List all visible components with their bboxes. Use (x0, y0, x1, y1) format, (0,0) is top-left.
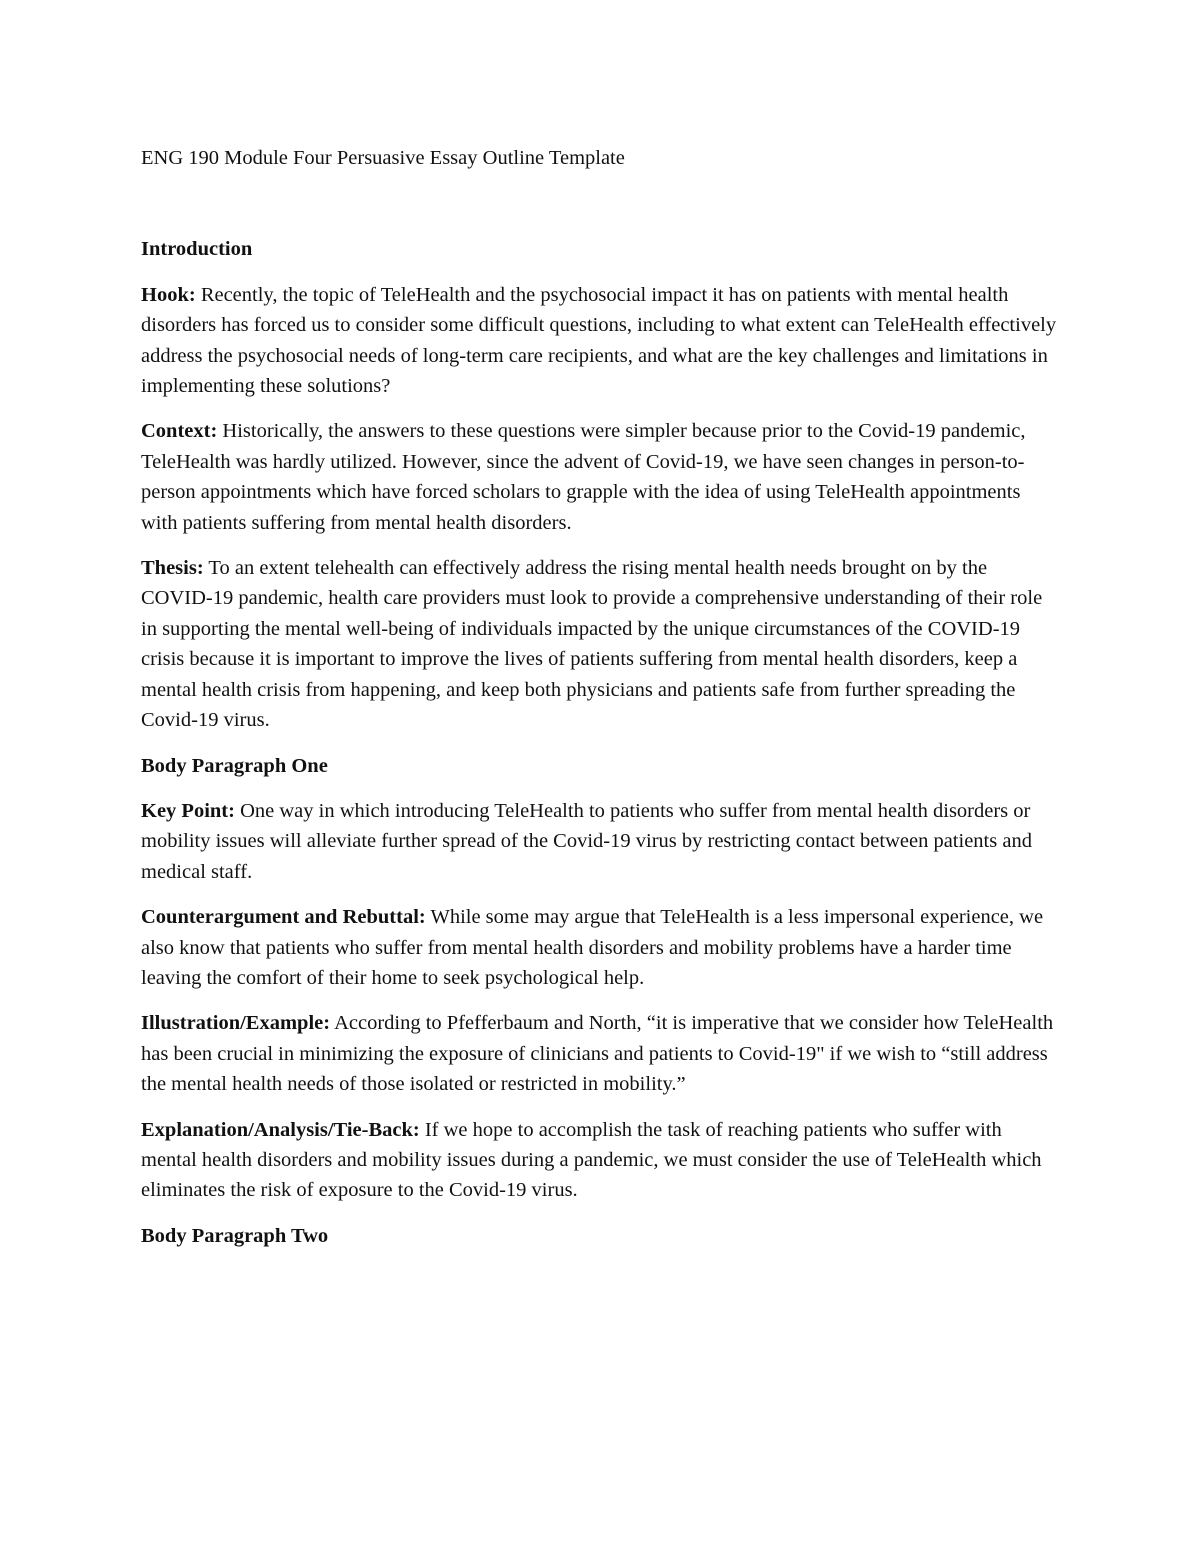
item-label: Thesis: (141, 557, 204, 580)
item-label: Counterargument and Rebuttal: (141, 906, 426, 929)
outline-item-context (141, 416, 1060, 538)
section-introduction (141, 234, 1060, 735)
item-label: Context: (141, 420, 218, 443)
section-heading: Body Paragraph Two (141, 1224, 329, 1247)
outline-item-counterargument (141, 902, 1060, 993)
item-label: Hook: (141, 283, 196, 306)
item-text: While some may argue that TeleHealth is a less impersonal experience, we also know that patients who suffer from mental health disorders and mobility problems have a harder time leaving the comfort of their home to seek psychological help. (141, 906, 1044, 989)
item-text: One way in which introducing TeleHealth to patients who suffer from mental health disorders or mobility issues will alleviate further spread of the Covid-19 virus by restricting contact between patients and medical staff. (141, 799, 1032, 883)
section-body-paragraph-two (141, 1221, 1060, 1251)
item-label: Key Point: (141, 799, 235, 822)
outline-item-explanation (141, 1115, 1060, 1206)
item-text: According to Pfefferbaum and North, “it is imperative that we consider how TeleHealth has been crucial in minimizing the exposure of clinicians and patients to Covid-19" if we wish to “still address the mental health needs of those isolated or restricted in mobility.” (141, 1012, 1054, 1096)
item-text: To an extent telehealth can effectively address the rising mental health needs brought on by the COVID-19 pandemic, health care providers must look to provide a comprehensive understanding of their role in supporting the mental well-being of individuals impacted by the unique circumstances of the COVID-19 crisis because it is important to improve the lives of patients suffering from mental health disorders, keep a mental health crisis from happening, and keep both physicians and patients safe from further spreading the Covid-19 virus. (141, 557, 1043, 732)
item-text: Recently, the topic of TeleHealth and the psychosocial impact it has on patients with mental health disorders has forced us to consider some difficult questions, including to what extent can TeleHealth effectively address the psychosocial needs of long-term care recipients, and what are the key challenges and limitations in implementing these solutions? (141, 283, 1057, 398)
outline-item-key-point (141, 796, 1060, 887)
section-heading: Introduction (141, 238, 253, 261)
item-label: Illustration/Example: (141, 1012, 331, 1035)
item-text: Historically, the answers to these questions were simpler because prior to the Covid-19 pandemic, TeleHealth was hardly utilized. However, since the advent of Covid-19, we have seen changes in person-to-person appointments which have forced scholars to grapple with the idea of using TeleHealth appointments with patients suffering from mental health disorders. (141, 420, 1026, 534)
section-body-paragraph-one (141, 751, 1060, 1206)
outline-item-thesis (141, 553, 1060, 735)
outline-item-illustration (141, 1008, 1060, 1099)
section-heading: Body Paragraph One (141, 754, 328, 777)
item-label: Explanation/Analysis/Tie-Back: (141, 1118, 420, 1141)
item-text: If we hope to accomplish the task of reaching patients who suffer with mental health disorders and mobility issues during a pandemic, we must consider the use of TeleHealth which eliminates the risk of exposure to the Covid-19 virus. (141, 1118, 1042, 1202)
outline-item-hook (141, 280, 1060, 402)
document-title: ENG 190 Module Four Persuasive Essay Outline Template (141, 147, 625, 169)
